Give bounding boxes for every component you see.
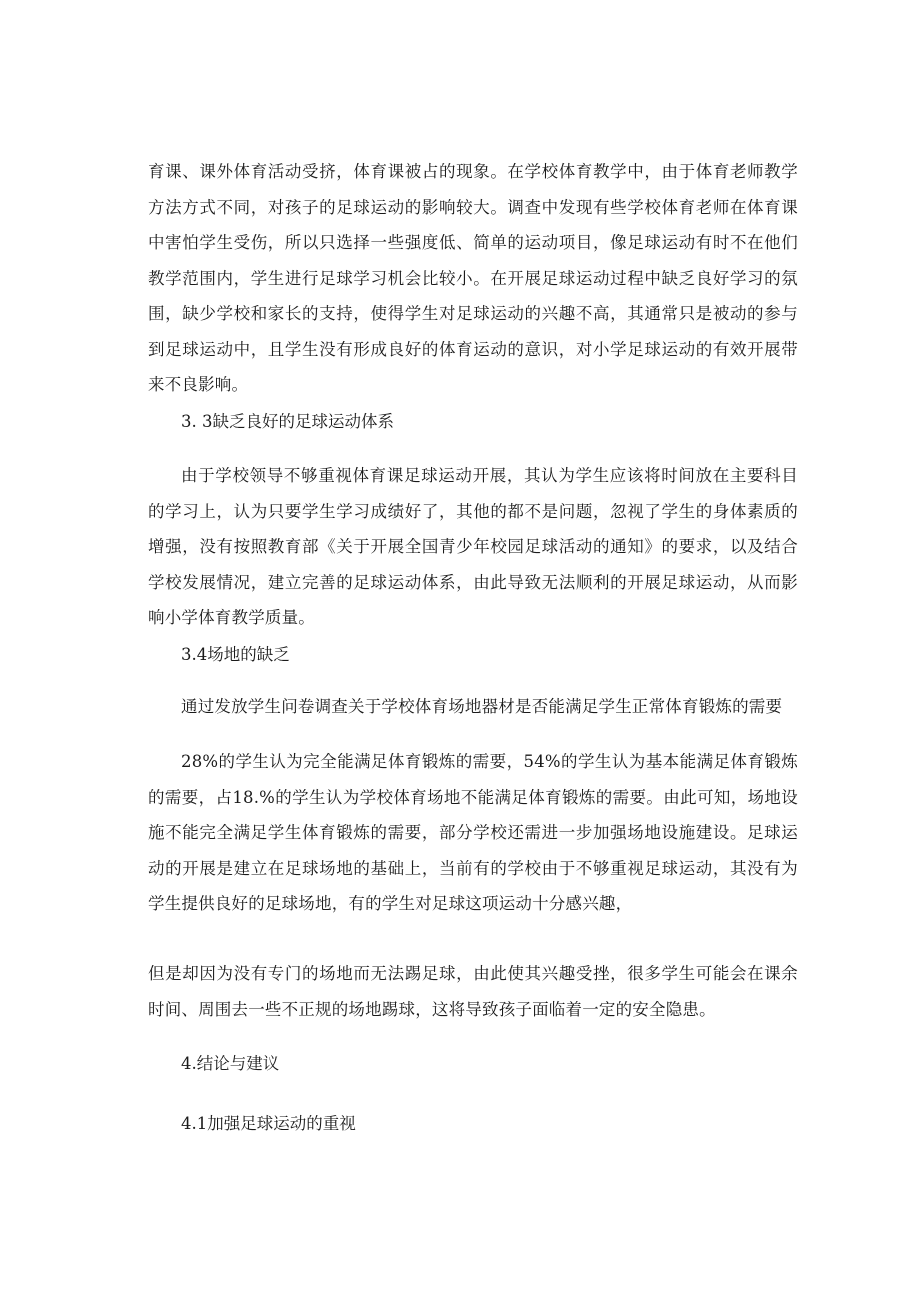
section-heading-3-4: 3.4场地的缺乏 [181, 645, 290, 664]
paragraph-football-system: 由于学校领导不够重视体育课足球运动开展，其认为学生应该将时间放在主要科目的学习上，认为只要学生学习成绩好了，其他的都不是问题，忽视了学生的身体素质的增强，没有按照教育部《关于开展全国青少年校园足球活动的通知》的要求，以及结合学校发展情况，建立完善的足球运动体系，由此导致无法顺利的开展足球运动，从而影响小学体育教学质量。 [148, 466, 798, 627]
paragraph-safety-risk: 但是却因为没有专门的场地而无法踢足球，由此使其兴趣受挫，很多学生可能会在课余时间、周围去一些不正规的场地踢球，这将导致孩子面临着一定的安全隐患。 [148, 964, 798, 1019]
paragraph-survey-results: 28%的学生认为完全能满足体育锻炼的需要，54%的学生认为基本能满足体育锻炼的需要，占18.%的学生认为学校体育场地不能满足体育锻炼的需要。由此可知，场地设施不能完全满足学生体育锻炼的需要，部分学校还需进一步加强场地设施建设。足球运动的开展是建立在足球场地的基础上，当前有的学校由于不够重视足球运动，其没有为学生提供良好的足球场地，有的学生对足球这项运动十分感兴趣， [148, 752, 798, 913]
paragraph-survey-intro: 通过发放学生问卷调查关于学校体育场地器材是否能满足学生正常体育锻炼的需要 [181, 697, 783, 716]
paragraph-student-interest: 育课、课外体育活动受挤，体育课被占的现象。在学校体育教学中，由于体育老师教学方法方式不同，对孩子的足球运动的影响较大。调查中发现有些学校体育老师在体育课中害怕学生受伤，所以只选择一些强度低、简单的运动项目，像足球运动有时不在他们教学范围内，学生进行足球学习机会比较小。在开展足球运动过程中缺乏良好学习的氛围，缺少学校和家长的支持，使得学生对足球运动的兴趣不高，其通常只是被动的参与到足球运动中，且学生没有形成良好的体育运动的意识，对小学足球运动的有效开展带来不良影响。 [148, 162, 798, 394]
section-heading-4-1: 4.1加强足球运动的重视 [181, 1114, 356, 1133]
section-heading-3-3: 3. 3缺乏良好的足球运动体系 [181, 412, 394, 431]
section-heading-4: 4.结论与建议 [181, 1054, 280, 1073]
